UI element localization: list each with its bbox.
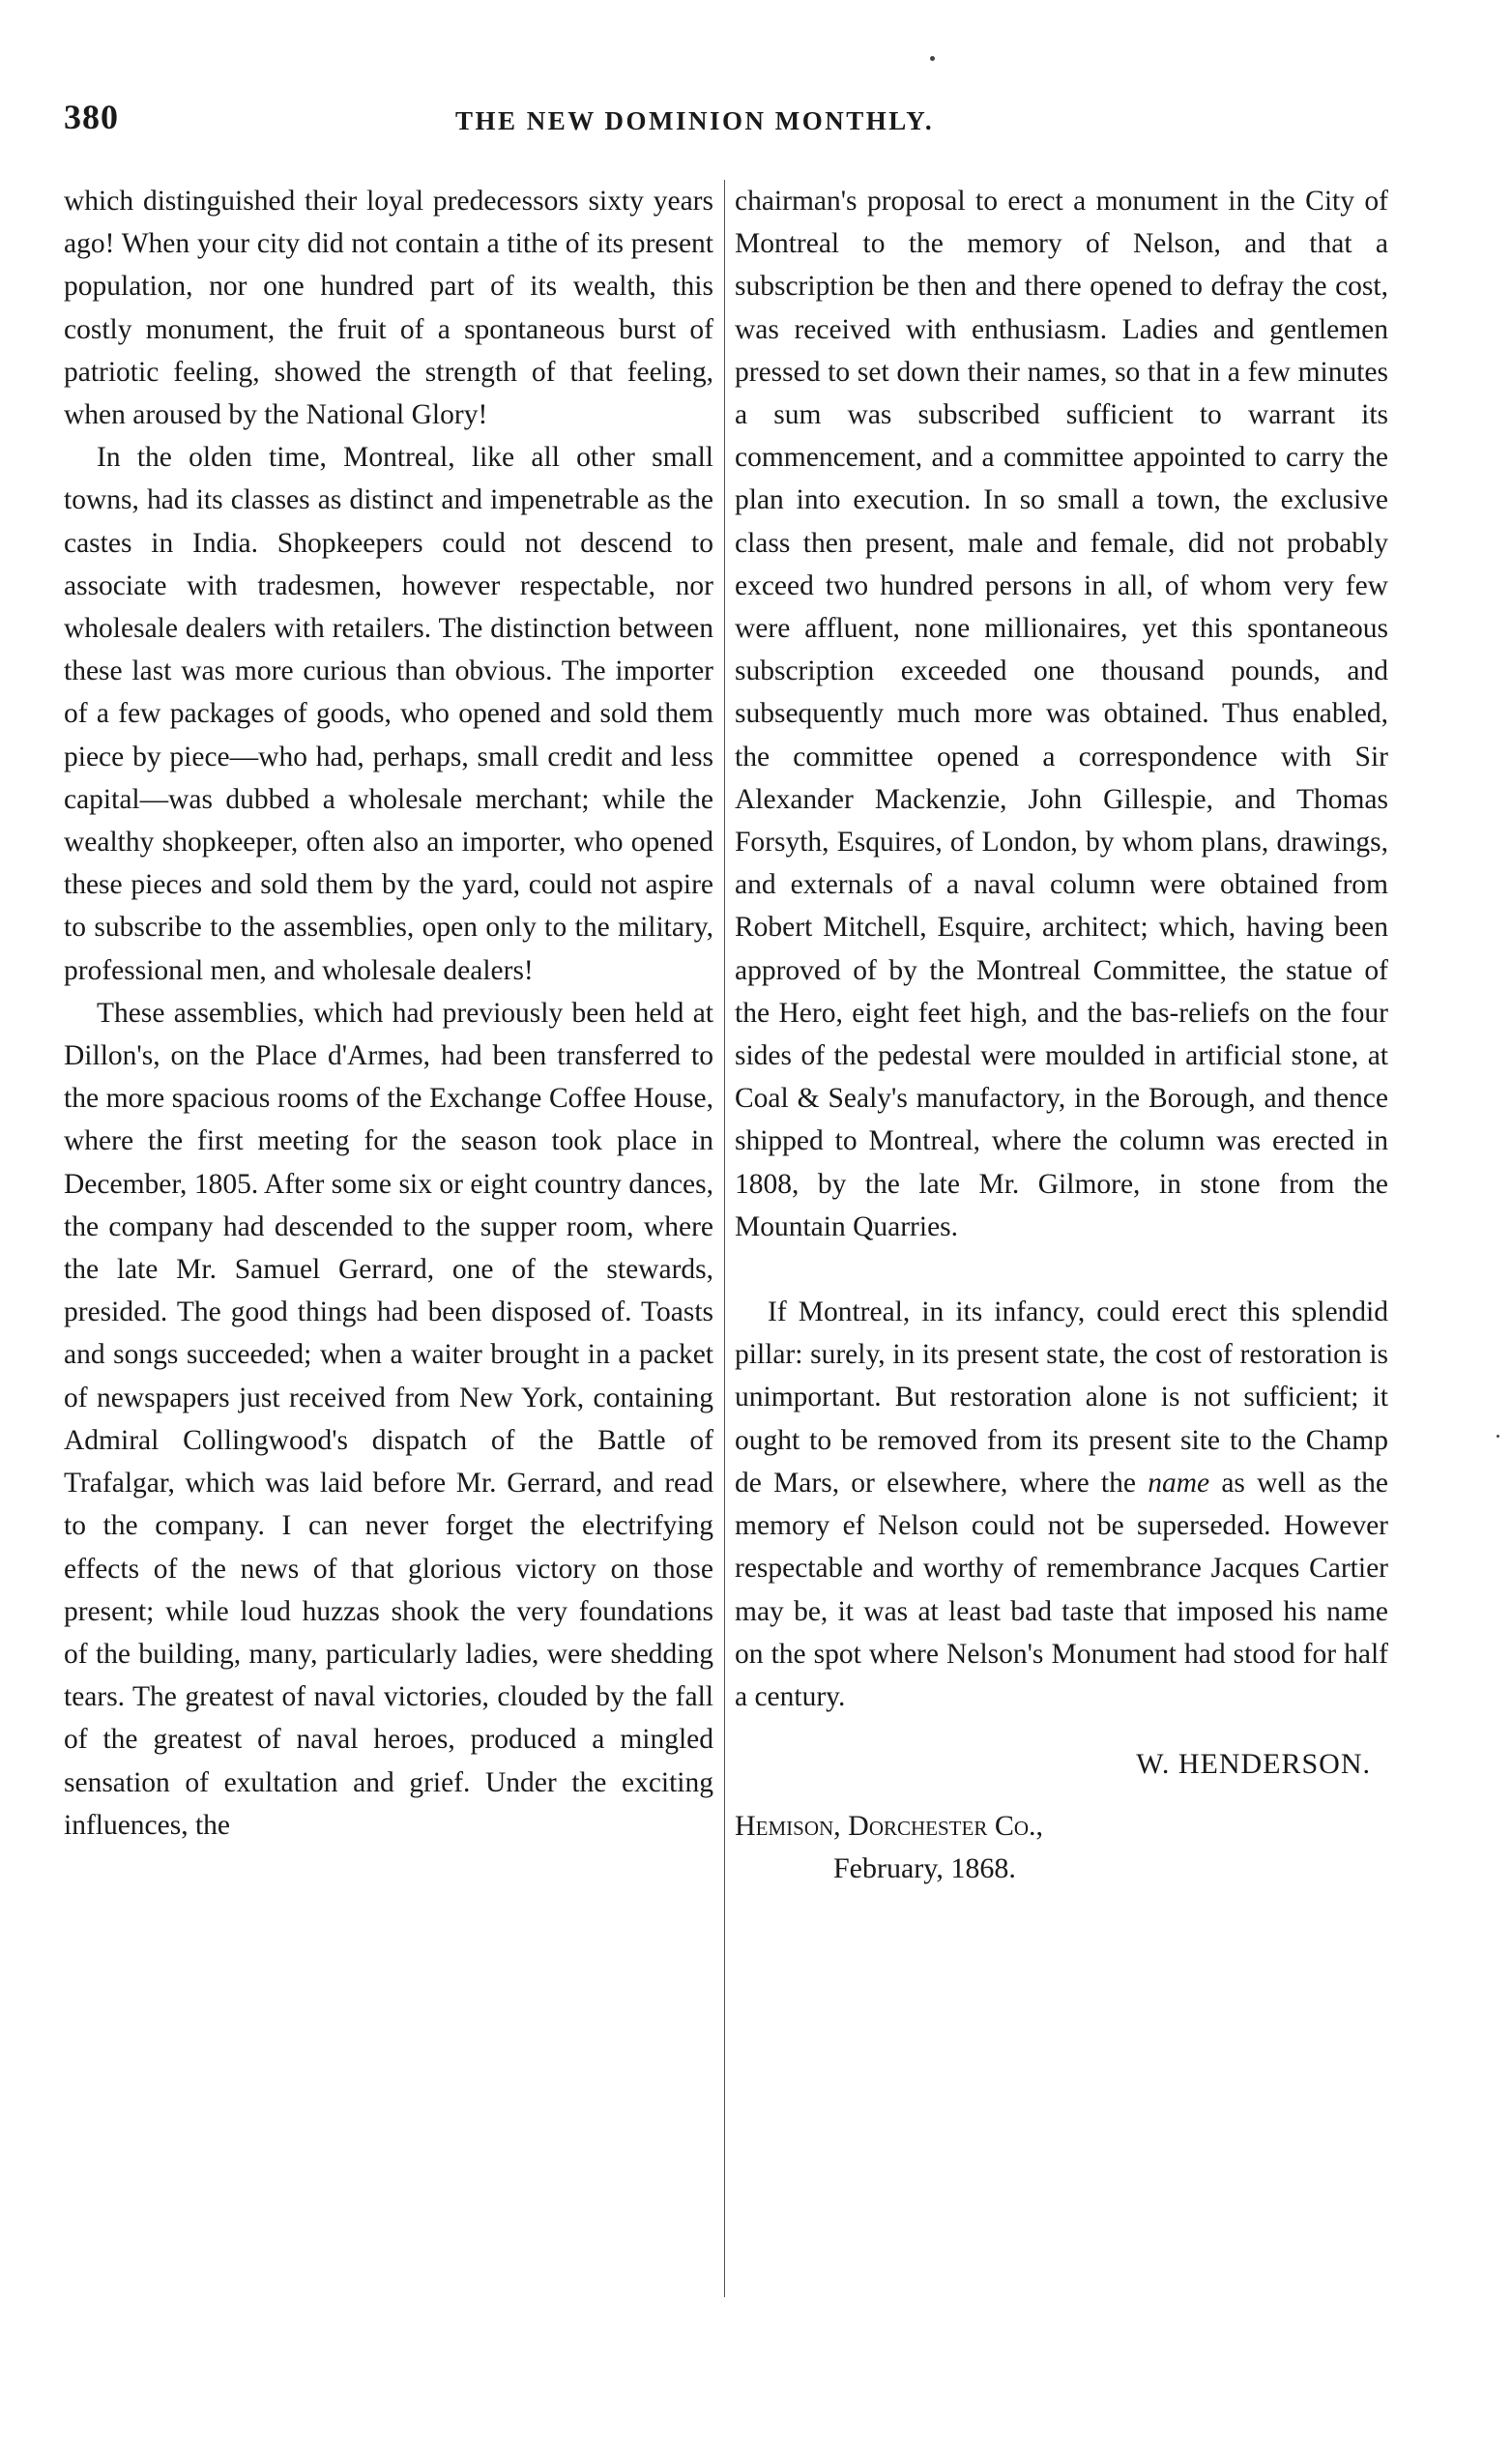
emphasized-name: name bbox=[1148, 1467, 1210, 1499]
paragraph-assemblies: These assemblies, which had previously been held at Dillon's, on the Place d'Armes, had been transferred to the more spacious rooms of the Exchange Coffee House, where the first meeting for the season took place in December, 1805. After some six or eight country dances, the company had descended to the supper room, where the late Mr. Samuel Gerrard, one of the stewards, presided. The good things had been disposed of. Toasts and songs succeeded; when a waiter brought in a packet of newspapers just received from New York, containing Admiral Collingwood's dispatch of the Battle of Trafalgar, which was laid before Mr. Gerrard, and read to the company. I can never forget the electrifying effects of the news of that glorious victory on those present; while loud huzzas shook the very foundations of the building, many, particularly ladies, were shedding tears. The greatest of naval victories, clouded by the fall of the greatest of naval heroes, produced a mingled sensation of exultation and grief. Under the exciting influences, the bbox=[64, 997, 713, 1841]
print-speck bbox=[930, 56, 935, 61]
page-number: 380 bbox=[64, 98, 119, 136]
paragraph-restoration bbox=[735, 1291, 1388, 1718]
sign-off-date: February, 1868. bbox=[833, 1852, 1016, 1885]
print-speck bbox=[1497, 1435, 1499, 1438]
paragraph-continuation: which distinguished their loyal predecessors sixty years ago! When your city did not contain a tithe of its present population, nor one hundred part of its wealth, this costly monument, the fruit of a spontaneous burst of patriotic feeling, showed the strength of that feeling, when aroused by the National Glory! bbox=[64, 186, 713, 431]
paragraph-olden-time: In the olden time, Montreal, like all other small towns, had its classes as distinct and impenetrable as the castes in India. Shopkeepers could not descend to associate with tradesmen, however respectable, nor wholesale dealers with retailers. The distinction between these last was more curious than obvious. The importer of a few packages of goods, who opened and sold them piece by piece—who had, perhaps, small credit and less capital—was dubbed a wholesale merchant; while the wealthy shopkeeper, often also an importer, who opened these pieces and sold them by the yard, could not aspire to subscribe to the assemblies, open only to the military, professional men, and wholesale dealers! bbox=[64, 442, 713, 986]
page-header bbox=[64, 97, 1388, 145]
restoration-text-a: If Montreal, in its infancy, could erect this splendid pillar: surely, in its present state, the cost of restoration is unimportant. But restoration alone is not sufficient; it ought to be removed from its present site to the Champ de Mars, or elsewhere, where the bbox=[735, 1296, 1388, 1499]
right-column bbox=[735, 180, 1388, 1890]
column-divider bbox=[724, 180, 725, 2297]
restoration-text-b: as well as the memory ef Nelson could not be superseded. However respectable and worthy of remembrance Jacques Cartier may be, it was at least bad taste that imposed his name on the spot where Nelson's Monument had stood for half a century. bbox=[735, 1467, 1388, 1712]
sign-off-place: Hemison, Dorchester Co., bbox=[735, 1810, 1044, 1843]
paragraph-gap bbox=[735, 1248, 1388, 1291]
author-signature: W. HENDERSON. bbox=[1136, 1748, 1371, 1781]
left-column bbox=[64, 180, 713, 1847]
paragraph-monument-proposal: chairman's proposal to erect a monument in the City of Montreal to the memory of Nelson, and that a subscription be then and there opened to defray the cost, was received with enthusiasm. Ladies and gentlemen pressed to set down their names, so that in a few minutes a sum was subscribed sufficient to warrant its commencement, and a committee appointed to carry the plan into execution. In so small a town, the exclusive class then present, male and female, did not probably exceed two hundred persons in all, of whom very few were affluent, none millionaires, yet this spontaneous subscription exceeded one thousand pounds, and subsequently much more was obtained. Thus enabled, the committee opened a correspondence with Sir Alexander Mackenzie, John Gillespie, and Thomas Forsyth, Esquires, of London, by whom plans, drawings, and externals of a naval column were obtained from Robert Mitchell, Esquire, architect; which, having been approved of by the Montreal Committee, the statue of the Hero, eight feet high, and the bas-reliefs on the four sides of the pedestal were moulded in artificial stone, at Coal & Sealy's manufactory, in the Borough, and thence shipped to Montreal, where the column was erected in 1808, by the late Mr. Gilmore, in stone from the Mountain Quarries. bbox=[735, 186, 1388, 1242]
running-title: THE NEW DOMINION MONTHLY. bbox=[455, 106, 935, 135]
